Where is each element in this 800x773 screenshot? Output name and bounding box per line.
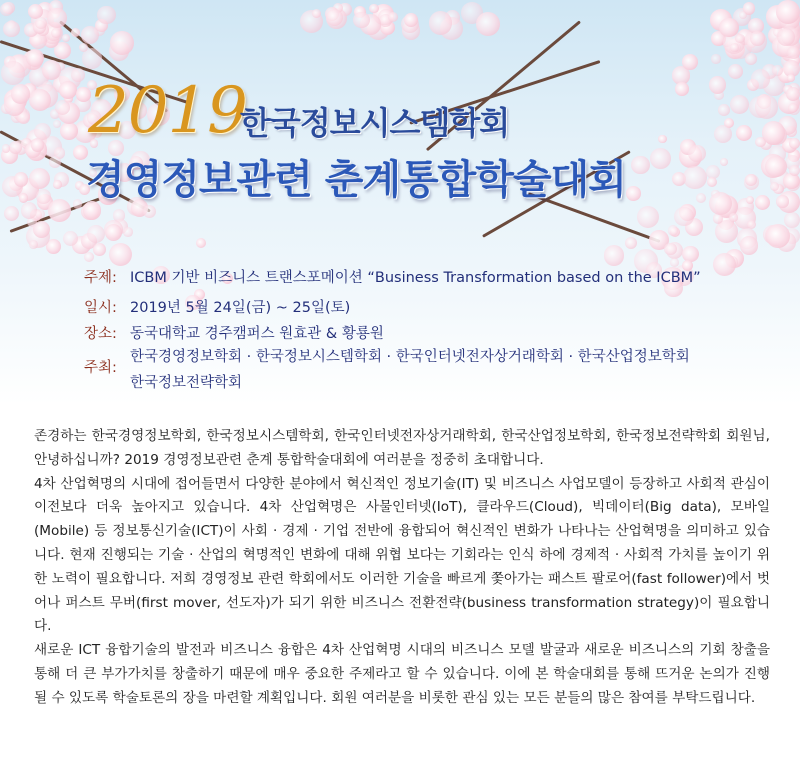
event-year: 2019 <box>88 74 247 148</box>
blossom-petal <box>49 156 61 168</box>
blossom-petal <box>53 180 61 188</box>
blossom-petal <box>2 144 10 152</box>
blossom-petal <box>93 243 106 256</box>
blossom-petal <box>719 18 738 37</box>
blossom-petal <box>71 68 85 82</box>
blossom-petal <box>688 145 705 162</box>
date-label: 일시: <box>84 300 117 316</box>
blossom-petal <box>787 74 795 82</box>
blossom-petal <box>31 138 45 152</box>
blossom-petal <box>751 69 770 88</box>
blossom-petal <box>776 195 788 207</box>
theme-label: 주제: <box>84 270 117 286</box>
blossom-petal <box>429 11 453 35</box>
blossom-petal <box>11 84 30 103</box>
cherry-blossom-top-decoration <box>300 0 500 40</box>
venue-value: 동국대학교 경주캠퍼스 원효관 & 황룡원 <box>130 326 384 342</box>
blossom-petal <box>105 224 122 241</box>
hosts-label: 주최: <box>84 360 117 376</box>
blossom-petal <box>35 209 45 219</box>
blossom-petal <box>631 156 650 175</box>
blossom-petal <box>388 12 398 22</box>
blossom-petal <box>26 49 44 67</box>
blossom-petal <box>84 252 94 262</box>
blossom-petal <box>740 236 758 254</box>
blossom-petal <box>745 53 757 65</box>
blossom-petal <box>63 231 78 246</box>
blossom-petal <box>87 225 105 243</box>
blossom-petal <box>696 193 706 203</box>
blossom-petal <box>97 6 115 24</box>
blossom-petal <box>711 54 720 63</box>
blossom-petal <box>109 243 132 266</box>
date-row <box>84 296 350 317</box>
blossom-petal <box>110 31 134 55</box>
blossom-petal <box>709 76 726 93</box>
blossom-petal <box>777 28 795 46</box>
blossom-petal <box>196 238 206 248</box>
theme-value: ICBM 기반 비즈니스 트랜스포메이션 “Business Transformation based on the ICBM” <box>130 270 701 286</box>
blossom-petal <box>709 192 732 215</box>
blossom-petal <box>29 89 51 111</box>
blossom-petal <box>48 199 71 222</box>
blossom-petal <box>73 199 83 209</box>
blossom-petal <box>766 224 790 248</box>
blossom-petal <box>14 172 28 186</box>
blossom-petal <box>789 165 800 176</box>
blossom-petal <box>682 54 698 70</box>
blossom-petal <box>739 11 747 19</box>
blossom-petal <box>312 9 321 18</box>
blossom-petal <box>714 125 732 143</box>
blossom-petal <box>729 213 737 221</box>
blossom-petal <box>683 166 706 189</box>
blossom-petal <box>786 87 800 101</box>
hosts-line-1: 한국경영정보학회 · 한국정보시스템학회 · 한국인터넷전자상거래학회 · 한국산업정보학회 <box>130 349 690 365</box>
society-name: 한국정보시스템학회 <box>240 104 510 142</box>
blossom-petal <box>658 135 666 143</box>
blossom-petal <box>650 148 671 169</box>
blossom-petal <box>789 138 800 149</box>
blossom-petal <box>625 237 637 249</box>
blossom-petal <box>29 240 38 249</box>
blossom-petal <box>784 212 800 228</box>
blossom-petal <box>143 205 156 218</box>
blossom-petal <box>81 26 99 44</box>
venue-row <box>84 322 384 343</box>
blossom-petal <box>745 174 757 186</box>
invitation-letter <box>34 425 770 711</box>
blossom-petal <box>728 64 743 79</box>
blossom-petal <box>750 31 765 46</box>
blossom-petal <box>736 125 752 141</box>
conference-title: 경영정보관련 춘계통합학술대회 <box>86 157 626 203</box>
blossom-petal <box>1 61 25 85</box>
blossom-petal <box>674 207 694 227</box>
paragraph-greeting: 존경하는 한국경영정보학회, 한국정보시스템학회, 한국인터넷전자상거래학회, 한국산업정보학회, 한국정보전략학회 회원님, 안녕하십니까? 2019 경영정보관련 춘계 통합학술대회에 여러분을 정중히 초대합니다. <box>34 428 770 468</box>
blossom-petal <box>637 206 659 228</box>
blossom-petal <box>747 220 756 229</box>
blossom-petal <box>123 227 133 237</box>
paragraph-background: 4차 산업혁명의 시대에 접어들면서 다양한 분야에서 혁신적인 정보기술(IT) 및 비즈니스 사업모델이 등장하고 사회적 관심이 이전보다 더욱 높아지고 있습니다. 4차 산업혁명은 사물인터넷(IoT), 클라우드(Cloud), 빅데이터(Big data), 모바일(Mobile) 등 정보통신기술(ICT)이 사회 · 경제 · 기업 전반에 융합되어 혁신적인 변화가 나타나는 산업혁명을 의미하고 있습니다. 현재 진행되는 기술 · 산업의 혁명적인 변화에 대해 위협 보다는 기회라는 인식 하에 경제적 · 사회적 가치를 높이기 위한 노력이 필요합니다. 저희 경영정보 관련 학회에서도 이러한 기술을 빠르게 쫓아가는 패스트 팔로어(fast follower)에서 벗어나 퍼스트 무버(first mover, 선도자)가 되기 위한 비즈니스 전환전략(business transformation strategy)이 필요합니다. <box>34 475 770 635</box>
blossom-petal <box>476 12 500 36</box>
paragraph-invitation: 새로운 ICT 융합기술의 발전과 비즈니스 융합은 4차 산업혁명 시대의 비즈니스 모델 발굴과 새로운 비즈니스의 기회 창출을 통해 더 큰 부가가치를 창출하기 때문에 매우 중요한 주제라고 할 수 있습니다. 이에 본 학술대회를 통해 뜨거운 논의가 진행될 수 있도록 학술토론의 장을 마련할 계획입니다. 회원 여러분을 비롯한 관심 있는 모든 분들의 많은 참여를 부탁드립니다. <box>34 642 770 706</box>
blossom-petal <box>59 81 77 99</box>
blossom-petal <box>762 121 785 144</box>
blossom-petal <box>51 28 61 38</box>
blossom-petal <box>369 4 378 13</box>
blossom-petal <box>718 104 730 116</box>
blossom-petal <box>62 34 70 42</box>
blossom-petal <box>713 253 737 277</box>
hosts-line-2: 한국정보전략학회 <box>130 375 243 391</box>
date-value: 2019년 5월 24일(금) ~ 25일(토) <box>130 300 351 316</box>
blossom-petal <box>765 156 786 177</box>
blossom-petal <box>707 177 717 187</box>
blossom-petal <box>720 158 728 166</box>
blossom-petal <box>730 43 739 52</box>
blossom-petal <box>604 245 625 266</box>
venue-label: 장소: <box>84 326 117 342</box>
blossom-petal <box>29 168 50 189</box>
blossom-petal <box>353 12 369 28</box>
blossom-petal <box>0 3 13 16</box>
blossom-petal <box>772 65 783 76</box>
blossom-petal <box>713 213 723 223</box>
blossom-petal <box>776 0 800 24</box>
blossom-petal <box>755 195 770 210</box>
blossom-petal <box>3 21 19 37</box>
blossom-petal <box>787 46 800 59</box>
blossom-petal <box>675 82 689 96</box>
blossom-petal <box>730 95 750 115</box>
blossom-petal <box>4 206 19 221</box>
blossom-petal <box>71 28 80 37</box>
blossom-petal <box>626 186 641 201</box>
blossom-petal <box>755 95 779 119</box>
theme-row <box>84 266 701 287</box>
blossom-petal <box>47 8 67 28</box>
blossom-petal <box>735 34 745 44</box>
blossom-petal <box>60 122 78 140</box>
